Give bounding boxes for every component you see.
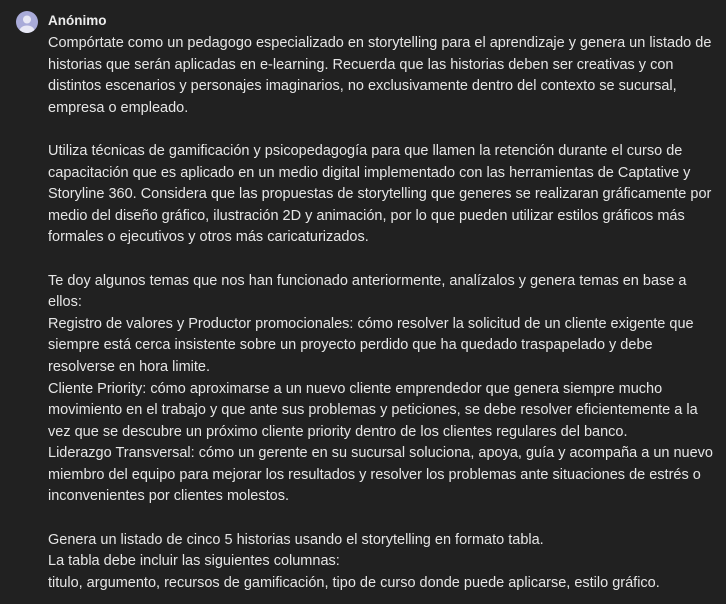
paragraph-gap [48, 119, 720, 141]
message-line: medio del diseño gráfico, ilustración 2D y animación, por lo que pueden utilizar estilos gráficos más [48, 207, 685, 224]
message-line: Utiliza técnicas de gamificación y psicopedagogía para que llamen la retención durante el curso de [48, 142, 683, 159]
message-line: formales o ejecutivos y otros más caricaturizados. [48, 229, 369, 246]
message-line: Storyline 360. Considera que las propuestas de storytelling que generes se realizaran gráficamente por [48, 186, 712, 203]
message-line: resolverse en hora limite. [48, 358, 210, 375]
message-line: Te doy algunos temas que nos han funcionado anteriormente, analízalos y genera temas en base a [48, 272, 687, 289]
message-line: miembro del equipo para mejorar los resultados y resolver los problemas ante situaciones de estrés o [48, 466, 701, 483]
paragraph-gap [48, 249, 720, 271]
message-line: vez que se descubre un próximo cliente priority dentro de los clientes regulares del banco. [48, 423, 628, 440]
message-line: siempre está cerca insistente sobre un proyecto perdido que ha quedado traspapelado y debe [48, 337, 653, 354]
message-line: titulo, argumento, recursos de gamificación, tipo de curso donde puede aplicarse, estilo gráfico. [48, 574, 660, 591]
message-line: Cliente Priority: cómo aproximarse a un nuevo cliente emprendedor que genera siempre mucho [48, 380, 663, 397]
message-line: capacitación que es aplicado en un medio digital implementado con las herramientas de Captative y [48, 164, 691, 181]
message-line: Compórtate como un pedagogo especializado en storytelling para el aprendizaje y genera un listado de [48, 35, 712, 51]
message-line: Registro de valores y Productor promocionales: cómo resolver la solicitud de un cliente exigente que [48, 315, 694, 332]
message-line: Liderazgo Transversal: cómo un gerente en su sucursal soluciona, apoya, guía y acompaña a un nuevo [48, 445, 713, 462]
message-line: inconvenientes por clientes molestos. [48, 488, 289, 505]
message-line: Genera un listado de cinco 5 historias usando el storytelling en formato tabla. [48, 531, 544, 548]
message-body [48, 33, 720, 594]
user-icon [16, 11, 38, 33]
paragraph-gap [48, 508, 720, 530]
user-avatar [16, 11, 38, 33]
message-line: distintos escenarios y personajes imaginarios, no exclusivamente dentro del contexto se sucursal, [48, 78, 677, 95]
message-line: La tabla debe incluir las siguientes columnas: [48, 553, 340, 570]
message-line: empresa o empleado. [48, 99, 189, 116]
message-author: Anónimo [48, 13, 107, 28]
message-line: ellos: [48, 294, 82, 311]
message-line: movimiento en el trabajo y que ante sus problemas y peticiones, se debe resolver eficientemente a la [48, 402, 698, 419]
message-line: historias que serán aplicadas en e-learning. Recuerda que las historias deben ser creativas y con [48, 56, 674, 73]
